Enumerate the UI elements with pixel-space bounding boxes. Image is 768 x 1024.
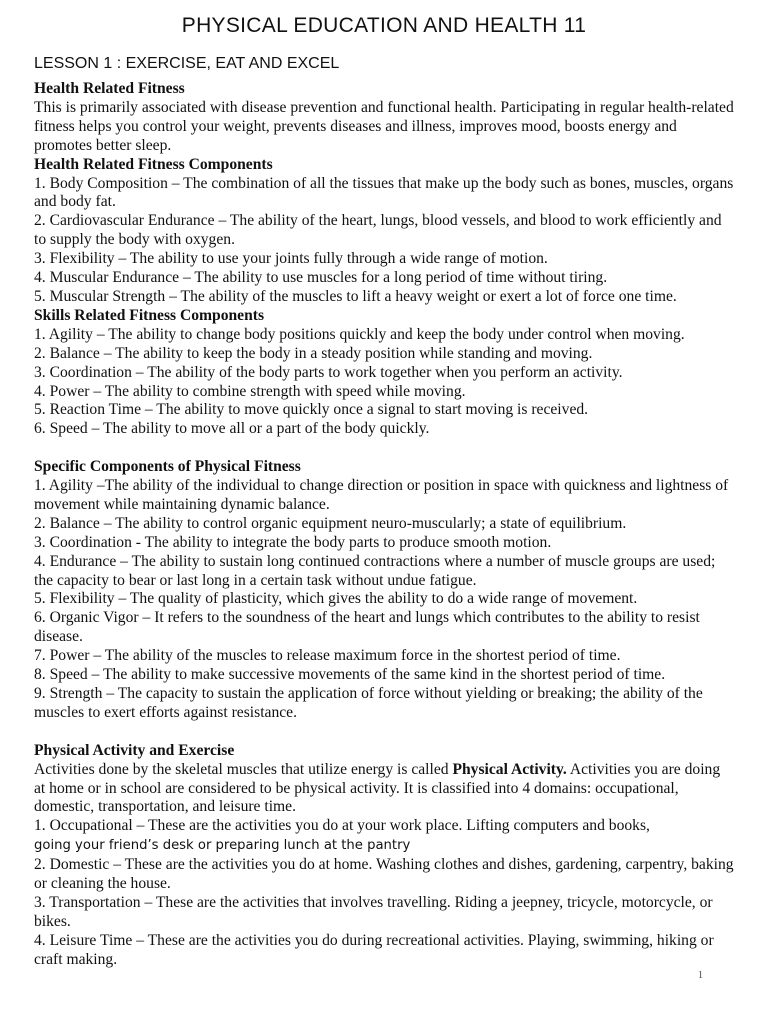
document-body xyxy=(34,80,734,970)
list-item: 5. Reaction Time – The ability to move quickly once a signal to start moving is received. xyxy=(34,401,589,419)
list-item: 3. Transportation – These are the activities that involves travelling. Riding a jeepney, tricycle, motorcycle, or bikes. xyxy=(34,893,713,930)
document-title: PHYSICAL EDUCATION AND HEALTH 11 xyxy=(181,14,587,37)
page-number: 1 xyxy=(698,970,703,981)
list-item: 6. Speed – The ability to move all or a part of the body quickly. xyxy=(34,420,430,438)
list-item: 2. Balance – The ability to control organic equipment neuro-muscularly; a state of equilibrium. xyxy=(34,514,627,532)
list-item: 3. Coordination – The ability of the body parts to work together when you perform an activity. xyxy=(34,363,623,381)
list-item-line: going your friend’s desk or preparing lunch at the pantry xyxy=(34,838,411,854)
list-item: 4. Muscular Endurance – The ability to use muscles for a long period of time without tiring. xyxy=(34,269,608,287)
lesson-title: LESSON 1 : EXERCISE, EAT AND EXCEL xyxy=(34,55,340,72)
section-heading-health-related-fitness: Health Related Fitness xyxy=(34,80,185,97)
list-item: 4. Power – The ability to combine strength with speed while moving. xyxy=(34,382,466,400)
list-item: 2. Domestic – These are the activities you do at home. Washing clothes and dishes, gardening, carpentry, baking or cleaning the house. xyxy=(34,856,734,893)
list-item: 1. Agility –The ability of the individual to change direction or position in space with quickness and lightness of movement while maintaining dynamic balance. xyxy=(34,477,729,513)
list-item: 4. Leisure Time – These are the activities you do during recreational activities. Playing, swimming, hiking or craft making. xyxy=(34,931,714,968)
list-item: 5. Flexibility – The quality of plasticity, which gives the ability to do a wide range of movement. xyxy=(34,590,638,608)
list-item xyxy=(34,817,734,856)
section-heading-hrf-components: Health Related Fitness Components xyxy=(34,155,273,173)
list-item: 4. Endurance – The ability to sustain long continued contractions where a number of muscle groups are used; the capacity to bear or last long in a certain task without undue fatigue. xyxy=(34,552,716,589)
section-heading-physical-activity: Physical Activity and Exercise xyxy=(34,741,235,759)
list-item: 3. Flexibility – The ability to use your joints fully through a wide range of motion. xyxy=(34,250,548,268)
list-item: 7. Power – The ability of the muscles to release maximum force in the shortest period of time. xyxy=(34,647,621,665)
intro-text-after: Activities you are doing at home or in school are considered to be physical activity. It is classified into 4 domains: occupational, domestic, transportation, and leisure time. xyxy=(34,760,721,816)
list-item: 6. Organic Vigor – It refers to the soundness of the heart and lungs which contributes to the ability to resist disease. xyxy=(34,609,700,646)
list-item: 1. Body Composition – The combination of all the tissues that make up the body such as bones, muscles, organs and body fat. xyxy=(34,174,734,211)
intro-bold-term: Physical Activity. xyxy=(452,760,567,778)
list-item-line: 1. Occupational – These are the activities you do at your work place. Lifting computers and books, xyxy=(34,817,650,835)
section-heading-skills-components: Skills Related Fitness Components xyxy=(34,306,265,324)
list-item: 9. Strength – The capacity to sustain the application of force without yielding or breaking; the ability of the muscles to exert efforts against resistance. xyxy=(34,684,703,721)
list-item: 5. Muscular Strength – The ability of the muscles to lift a heavy weight or exert a lot of force one time. xyxy=(34,287,677,305)
section-heading-specific-components: Specific Components of Physical Fitness xyxy=(34,458,301,476)
paragraph-physical-activity-intro xyxy=(34,761,734,818)
list-item: 2. Balance – The ability to keep the body in a steady position while standing and moving. xyxy=(34,344,593,362)
spacer xyxy=(34,439,734,458)
list-item: 3. Coordination - The ability to integrate the body parts to produce smooth motion. xyxy=(34,533,552,551)
list-item: 1. Agility – The ability to change body positions quickly and keep the body under control when moving. xyxy=(34,325,685,343)
list-item: 8. Speed – The ability to make successive movements of the same kind in the shortest period of time. xyxy=(34,666,666,684)
paragraph-health-related-fitness: This is primarily associated with disease prevention and functional health. Participating in regular health-related fitness helps you control your weight, prevents diseases and illness, improves mood, boosts energy and promotes better sleep. xyxy=(34,98,734,154)
list-item: 2. Cardiovascular Endurance – The ability of the heart, lungs, blood vessels, and blood to work efficiently and to supply the body with oxygen. xyxy=(34,212,722,249)
intro-text-before: Activities done by the skeletal muscles that utilize energy is called xyxy=(34,760,453,778)
spacer xyxy=(34,723,734,742)
